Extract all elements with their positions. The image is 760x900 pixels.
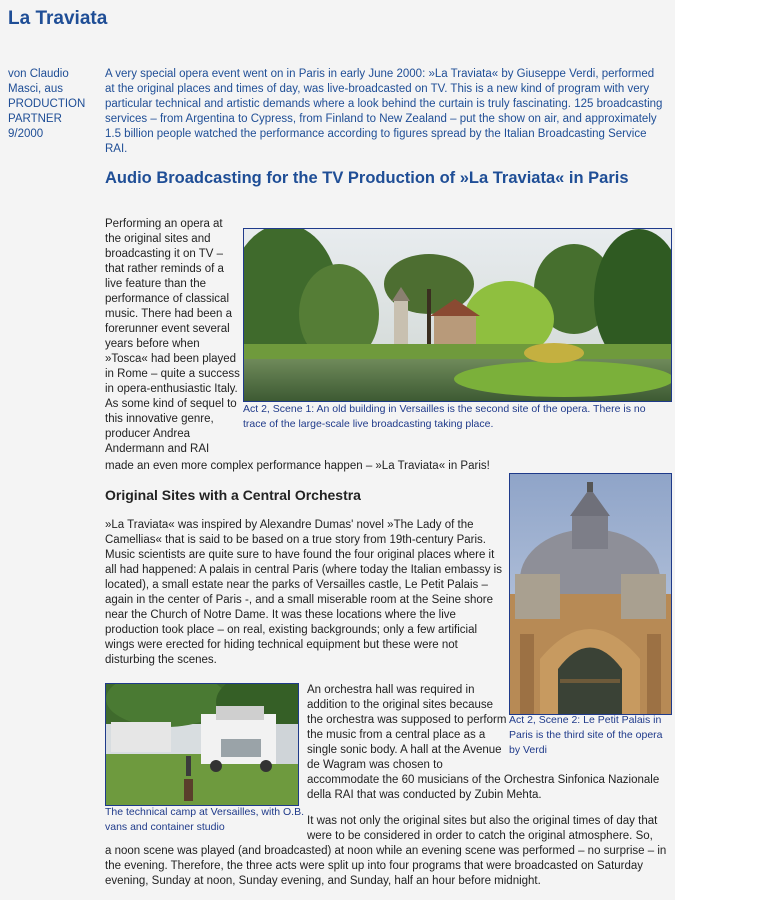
opening-paragraph-narrow: Performing an opera at the original sites and broadcasting it on TV – that rather reminds of a live feature than the performance of classical music. There had been a forerunner event several years before when »Tosca« had been played in Rome – quite a success in opera-enthusiastic Italy. As some kind of sequel to this innovative genre, producer Andrea Andermann and RAI	[105, 218, 240, 455]
intro-paragraph: A very special opera event went on in Paris in early June 2000: »La Traviata« by Giuseppe Verdi, performed at the original places and times of day, was live-broadcasted on TV. This is a new kind of program with very particular technical and artistic demands where a look behind the curtain is truly fascinating. 125 broadcasting services – from Argentina to Cypress, from Finland to New Zealand – put the show on air, and approximately 1.5 billion people watched the performance according to figures spread by the Italian Broadcasting Service RAI.	[105, 68, 663, 155]
original-times-paragraph-continued: a noon scene was played (and broadcasted) at noon while an evening scene was performed – no surprise – in the evening. Therefore, the three acts were split up into four programs that were broadcasted on Saturday evening, Sunday at noon, Sunday evening, and Sunday, half an hour before midnight.	[105, 845, 667, 887]
petit-palais-photo-caption: Act 2, Scene 2: Le Petit Palais in Paris is the third site of the opera by Verdi	[509, 714, 663, 756]
petit-palais-photo	[509, 473, 672, 715]
orchestra-paragraph-continued: accommodate the 60 musicians of the Orchestra Sinfonica Nazionale della RAI that was conducted by Zubin Mehta.	[307, 774, 660, 801]
versailles-building-photo	[243, 228, 672, 402]
original-sites-paragraph: »La Traviata« was inspired by Alexandre Dumas' novel »The Lady of the Camellias« that is said to be based on a true story from 19th-century Paris. Music scientists are quite sure to have found the four original places where it all had happened: A palais in central Paris (where today the Italian embassy is located), a small estate near the parks of Versailles castle, Le Petit Palais – again in the center of Paris -, and a small miserable room at the Seine shore near the Church of Notre Dame. It was these locations where the live production took place – on real, existing backgrounds; only a few artificial wings were erected for hiding technical equipment but these were not disturbing the scenes.	[105, 519, 502, 666]
author-byline: von Claudio Masci, aus PRODUCTION PARTNER 9/2000	[8, 68, 86, 140]
section-heading-audio-broadcasting: Audio Broadcasting for the TV Production of »La Traviata« in Paris	[105, 169, 629, 187]
section-heading-original-sites: Original Sites with a Central Orchestra	[105, 487, 361, 503]
original-times-paragraph-start: It was not only the original sites but also the original times of day that were to be considered in order to catch the original atmosphere. So,	[307, 815, 658, 842]
technical-camp-photo-caption: The technical camp at Versailles, with O.B. vans and container studio	[105, 806, 305, 833]
technical-camp-photo	[105, 683, 299, 806]
opening-paragraph-continued: made an even more complex performance happen – »La Traviata« in Paris!	[105, 460, 490, 472]
orchestra-paragraph-narrow: An orchestra hall was required in addition to the original sites because the orchestra was supposed to perform the music from a central place as a single sonic body. A hall at the Avenue de Wagram was chosen to	[307, 684, 507, 771]
versailles-photo-caption: Act 2, Scene 1: An old building in Versailles is the second site of the opera. There is no trace of the large-scale live broadcasting taking place.	[243, 403, 646, 430]
page-title: La Traviata	[8, 8, 108, 29]
